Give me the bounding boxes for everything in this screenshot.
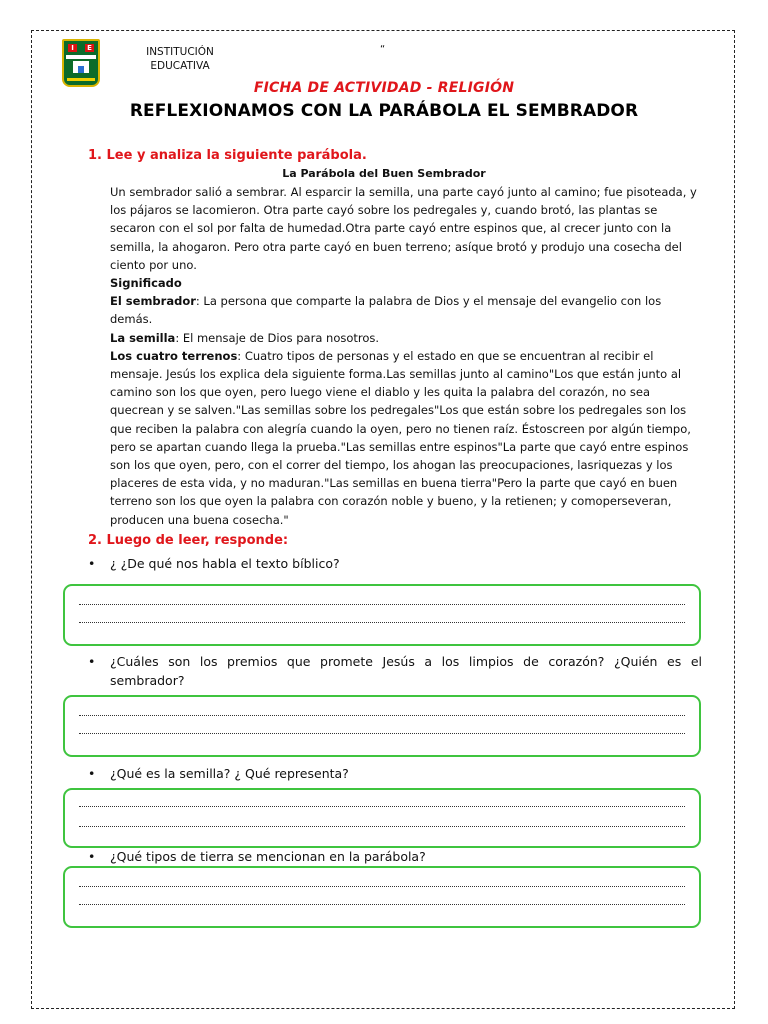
seed-text: : El mensaje de Dios para nosotros.: [175, 330, 380, 345]
sower-paragraph: [110, 292, 700, 328]
answer-box[interactable]: [63, 866, 701, 928]
worksheet-title: REFLEXIONAMOS CON LA PARÁBOLA EL SEMBRADOR: [129, 101, 639, 121]
crest-flag-left: I: [68, 44, 77, 52]
section-1-heading: 1. Lee y analiza la siguiente parábola.: [88, 148, 367, 163]
answer-line: [79, 904, 685, 905]
question-text: ¿Cuáles son los premios que promete Jesús a los limpios de corazón? ¿Quién es el sembrador?: [110, 654, 702, 688]
bullet-icon: •: [88, 849, 96, 864]
answer-box[interactable]: [63, 788, 701, 848]
answer-line: [79, 622, 685, 623]
answer-line: [79, 886, 685, 887]
answer-box[interactable]: [63, 584, 701, 646]
soils-paragraph: [110, 347, 700, 529]
seed-paragraph: [110, 329, 700, 347]
institution-line-2: EDUCATIVA: [150, 60, 210, 72]
institution-line-1: INSTITUCIÓN: [146, 46, 214, 58]
bullet-icon: •: [88, 556, 96, 571]
institution-label: [125, 45, 235, 73]
question-text: ¿ ¿De qué nos habla el texto bíblico?: [110, 556, 340, 571]
meaning-heading: Significado: [110, 276, 182, 291]
seed-label: La semilla: [110, 330, 176, 345]
question-text: ¿Qué es la semilla? ¿ Qué representa?: [110, 766, 349, 781]
answer-line: [79, 715, 685, 716]
worksheet-subtitle: FICHA DE ACTIVIDAD - RELIGIÓN: [253, 80, 515, 96]
bullet-icon: •: [88, 766, 96, 781]
parable-title: La Parábola del Buen Sembrador: [282, 167, 486, 180]
answer-line: [79, 806, 685, 807]
crest-flag-right: E: [85, 44, 94, 52]
answer-line: [79, 826, 685, 827]
bullet-icon: •: [88, 654, 96, 669]
soils-text: : Cuatro tipos de personas y el estado en que se encuentran al recibir el mensaje. Jesús los explica dela siguiente forma.Las semillas junto al camino"Los que están junto al camino son los que oyen, pero luego viene el diablo y les quita la palabra del corazón, no sea quecrean y se salven."Las semillas sobre los pedregales"Los que están sobre los pedregales son los que reciben la palabra con alegría cuando la oyen, pero no tienen raíz. Éstoscreen por algún tiempo, pero se apartan cuando llega la prueba."Las semillas entre espinos"La parte que cayó entre espinos son los que oyen, pero, con el correr del tiempo, los ahogan las preocupaciones, lasriquezas y los placeres de esta vida, y no maduran."Las semillas en buena tierra"Pero la parte que cayó en buen terreno son los que oyen la palabra con corazón noble y bueno, y la retienen; y comoperseveran, producen una buena cosecha.": [110, 348, 691, 527]
sower-label: El sembrador: [110, 294, 196, 309]
answer-box[interactable]: [63, 695, 701, 757]
section-2-heading: 2. Luego de leer, responde:: [88, 533, 289, 548]
answer-line: [79, 604, 685, 605]
quote-mark: “: [380, 44, 386, 55]
answer-line: [79, 733, 685, 734]
question-text: ¿Qué tipos de tierra se mencionan en la parábola?: [110, 849, 426, 864]
soils-label: Los cuatro terrenos: [110, 348, 238, 363]
sower-text: : La persona que comparte la palabra de Dios y el mensaje del evangelio con los demás.: [110, 294, 662, 327]
parable-text: Un sembrador salió a sembrar. Al esparcir la semilla, una parte cayó junto al camino; fue pisoteada, y los pájaros se lacomieron. Otra parte cayó sobre los pedregales y, cuando brotó, las plantas se secaron con el sol por falta de humedad.Otra parte cayó entre espinos que, al crecer junto con la semilla, la ahogaron. Pero otra parte cayó en buen terreno; asíque brotó y produjo una cosecha del ciento por uno.: [110, 185, 697, 272]
parable-body: [110, 183, 700, 529]
